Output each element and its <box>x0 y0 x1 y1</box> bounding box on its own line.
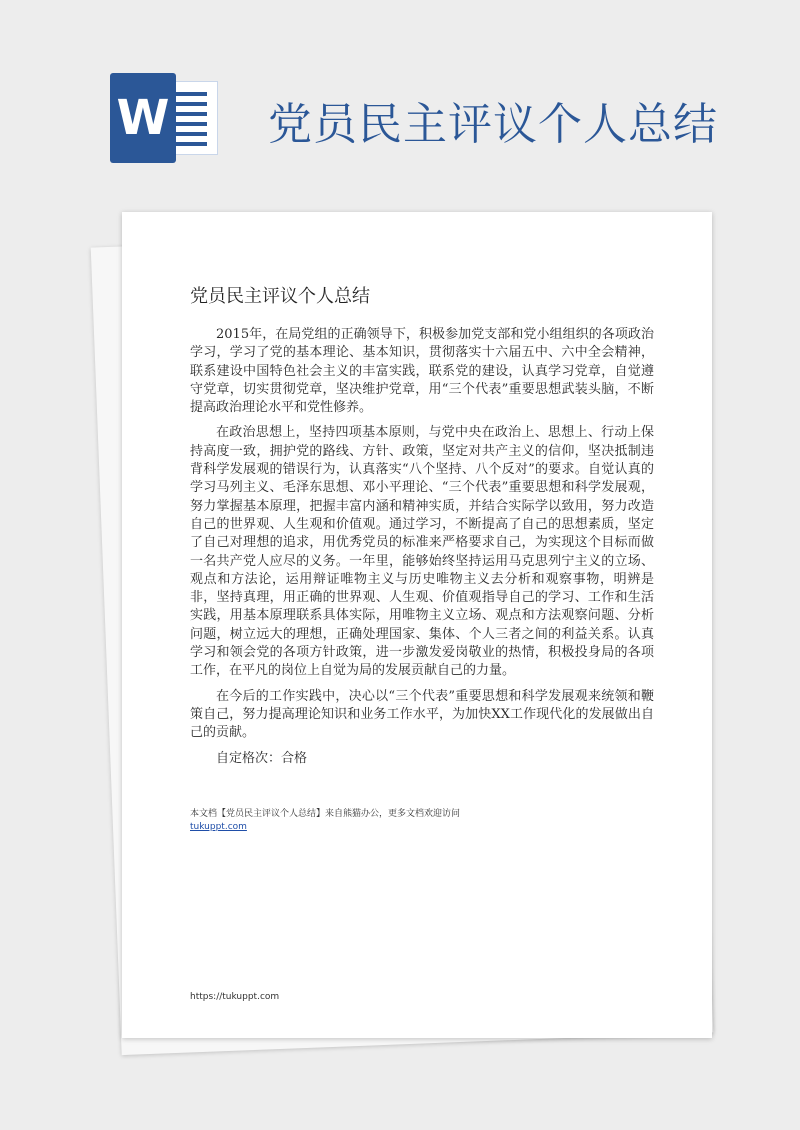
source-link[interactable]: tukuppt.com <box>190 822 247 832</box>
document-title: 党员民主评议个人总结 <box>190 286 370 307</box>
document-body <box>190 326 654 775</box>
paragraph-3: 在今后的工作实践中，决心以“三个代表”重要思想和科学发展观来统领和鞭策自己，努力提高理论知识和业务工作水平，为加快XX工作现代化的发展做出自己的贡献。 <box>190 688 654 741</box>
paragraph-2: 在政治思想上，坚持四项基本原则，与党中央在政治上、思想上、行动上保持高度一致，拥护党的路线、方针、政策，坚定对共产主义的信仰，坚决抵制违背科学发展观的错误行为，认真落实“八个坚持、八个反对”的要求。自觉认真的学习马列主义、毛泽东思想、邓小平理论、“三个代表”重要思想和科学发展观，努力掌握基本原理，把握丰富内涵和精神实质，并结合实际学以致用，努力改造自己的世界观、人生观和价值观。通过学习，不断提高了自己的思想素质，坚定了自己对理想的追求，用优秀党员的标准来严格要求自己，为实现这个目标而做一名共产党人应尽的义务。一年里，能够始终坚持运用马克思列宁主义的立场、观点和方法论，运用辩证唯物主义与历史唯物主义去分析和观察事物，明辨是非，坚持真理，用正确的世界观、人生观、价值观指导自己的学习、工作和生活实践，用基本原理联系具体实际，用唯物主义立场、观点和方法观察问题、分析问题，树立远大的理想，正确处理国家、集体、个人三者之间的利益关系。认真学习和领会党的各项方针政策，进一步激发爱岗敬业的热情，积极投身局的各项工作，在平凡的岗位上自觉为局的发展贡献自己的力量。 <box>190 425 654 679</box>
source-note <box>190 808 660 834</box>
document-page <box>122 212 712 1038</box>
self-rating: 自定格次：合格 <box>216 750 308 766</box>
footer-url[interactable]: https://tukuppt.com <box>190 992 280 1002</box>
paragraph-1: 2015年，在局党组的正确领导下，积极参加党支部和党小组组织的各项政治学习，学习了党的基本理论、基本知识，贯彻落实十六届五中、六中全会精神，联系建设中国特色社会主义的丰富实践，联系党的建设，认真学习党章，自觉遵守党章，切实贯彻党章，坚决维护党章，用“三个代表”重要思想武装头脑，不断提高政治理论水平和党性修养。 <box>190 327 654 416</box>
header-title: 党员民主评议个人总结 <box>268 99 718 150</box>
word-logo <box>110 73 218 163</box>
word-w-icon: W <box>110 73 176 163</box>
source-note-text: 本文档【党员民主评议个人总结】来自熊猫办公，更多文档欢迎访问 <box>190 809 461 819</box>
